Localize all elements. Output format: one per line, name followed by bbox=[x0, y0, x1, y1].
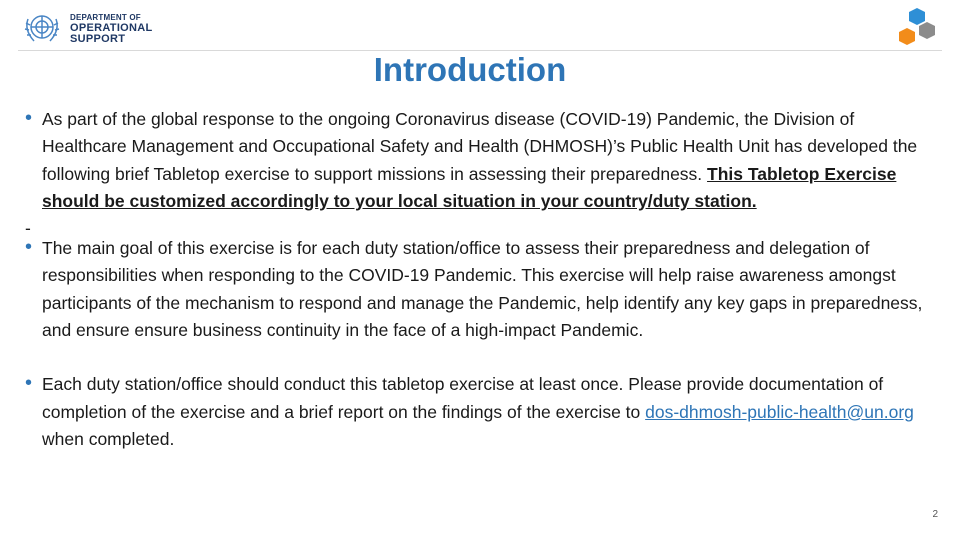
bullet-dot-icon: • bbox=[25, 372, 33, 395]
org-name-line3: SUPPORT bbox=[70, 32, 126, 45]
bullet-text: Each duty station/office should conduct this tabletop exercise at least once. Please provide documentation of completion of the exercise and a brief report on the findings of the exercise to bbox=[42, 374, 884, 422]
bullet-item bbox=[22, 235, 942, 344]
bullet-emphasis: This Tabletop Exercise should be customized accordingly to your local situation in your country/duty station. bbox=[42, 163, 897, 211]
bullet-dot-icon: • bbox=[25, 236, 33, 259]
org-name bbox=[70, 12, 153, 45]
slide-body bbox=[22, 106, 942, 453]
bullet-dot-icon: • bbox=[25, 107, 33, 129]
un-dos-logo bbox=[22, 10, 153, 46]
spacer bbox=[22, 344, 942, 371]
bullet-text: As part of the global response to the ongoing Coronavirus disease (COVID-19) Pandemic, the Division of Healthcare Management and Occupational Safety and Health (DHMOSH)’s Public Health Unit has developed the following brief Tabletop exercise to support missions in assessing their preparedness. bbox=[42, 109, 918, 184]
bullet-item bbox=[22, 106, 942, 215]
org-name-line2: OPERATIONAL bbox=[70, 21, 153, 34]
bullet-item bbox=[22, 371, 942, 453]
page-number: 2 bbox=[932, 509, 938, 520]
slide-title: Introduction bbox=[373, 51, 567, 88]
hexagon-cluster-icon bbox=[894, 6, 940, 50]
un-emblem-icon bbox=[22, 10, 62, 46]
org-name-line1: DEPARTMENT OF bbox=[70, 12, 141, 22]
bullet-text: The main goal of this exercise is for each duty station/office to assess their preparedness and delegation of responsibilities when responding to the COVID-19 Pandemic. This exercise will help raise awareness amongst participants of the mechanism to respond and manage the Pandemic, help identify any key gaps in preparedness, and ensure ensure business continuity in the face of a high-impact Pandemic. bbox=[42, 238, 923, 341]
email-link[interactable]: dos-dhmosh-public-health@un.org bbox=[645, 401, 914, 422]
separator-dash: - bbox=[25, 218, 31, 239]
bullet-suffix: when completed. bbox=[42, 428, 175, 449]
